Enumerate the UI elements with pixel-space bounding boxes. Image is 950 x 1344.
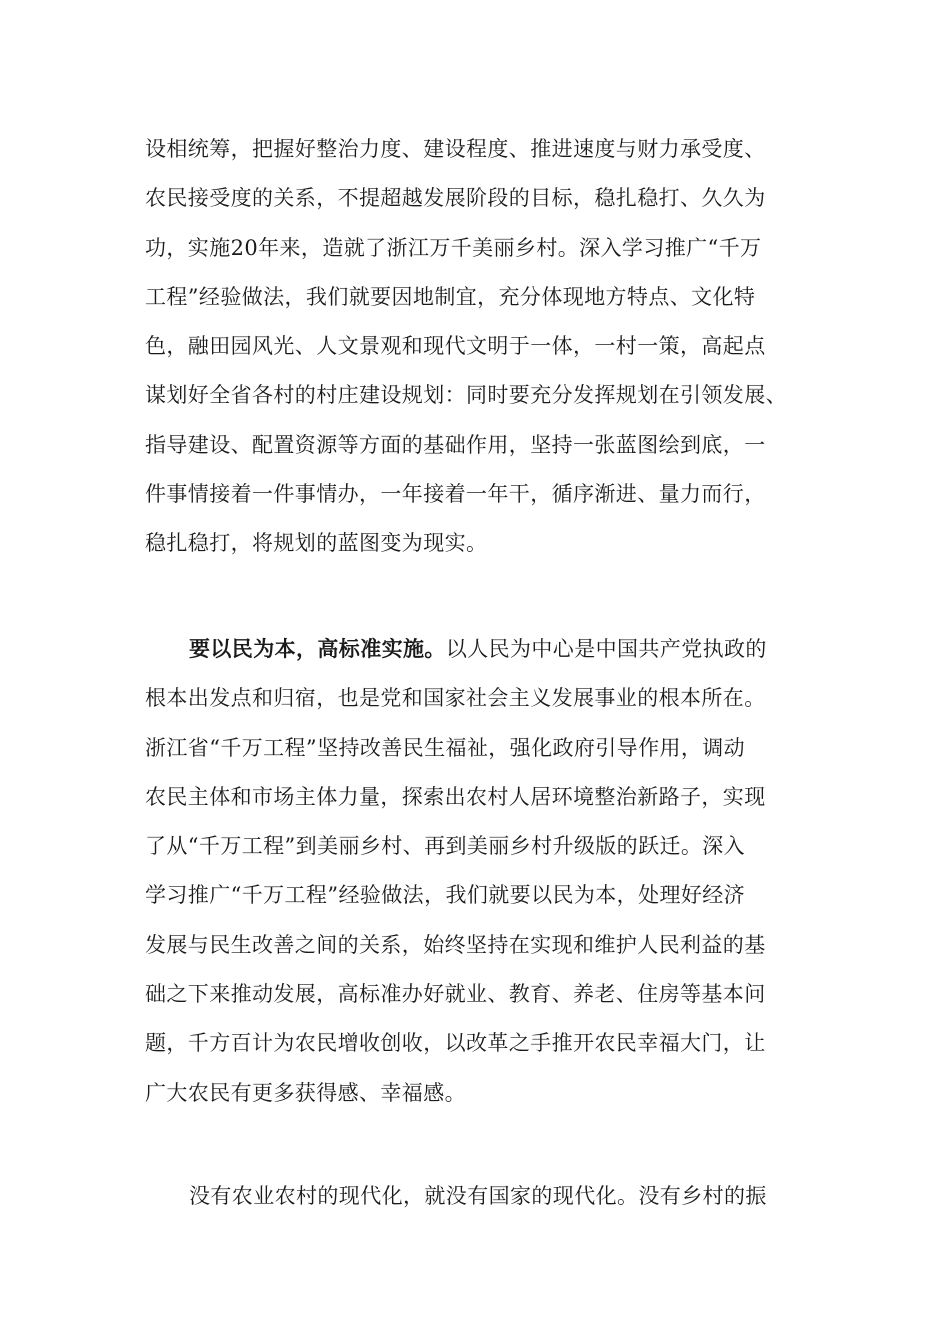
text-line: 根本出发点和归宿，也是党和国家社会主义发展事业的根本所在。 (145, 686, 766, 711)
paragraph-modernization (145, 1172, 810, 1221)
text-line: 了从“千万工程”到美丽乡村、再到美丽乡村升级版的跃迁。深入 (145, 834, 746, 859)
paragraph-people-first (145, 625, 810, 1118)
paragraph-planning (145, 125, 810, 569)
text-line: 题，千方百计为农民增收创收，以改革之手推开农民幸福大门，让 (145, 1031, 766, 1056)
text-line: 浙江省“千万工程”坚持改善民生福祉，强化政府引导作用，调动 (145, 735, 746, 760)
text-line: 发展与民生改善之间的关系，始终坚持在实现和维护人民利益的基 (145, 932, 766, 957)
section-heading: 要以民为本，高标准实施。 (189, 637, 446, 661)
text-line: 础之下来推动发展，高标准办好就业、教育、养老、住房等基本问 (145, 982, 766, 1007)
text-line: 色，融田园风光、人文景观和现代文明于一体，一村一策，高起点 (145, 334, 766, 359)
text-line: 功，实施20年来，造就了浙江万千美丽乡村。深入学习推广“千万 (145, 235, 762, 260)
text-line: 工程”经验做法，我们就要因地制宜，充分体现地方特点、文化特 (145, 284, 756, 309)
text-line: 广大农民有更多获得感、幸福感。 (145, 1080, 466, 1105)
text-line: 学习推广“千万工程”经验做法，我们就要以民为本，处理好经济 (145, 883, 746, 908)
heading-continuation: 以人民为中心是中国共产党执政的 (445, 637, 767, 661)
text-line: 设相统筹，把握好整治力度、建设程度、推进速度与财力承受度、 (145, 137, 766, 161)
text-line: 农民主体和市场主体力量，探索出农村人居环境整治新路子，实现 (145, 784, 766, 809)
text-line: 农民接受度的关系，不提超越发展阶段的目标，稳扎稳打、久久为 (145, 186, 766, 211)
text-line: 稳扎稳打，将规划的蓝图变为现实。 (145, 531, 488, 556)
text-line: 件事情接着一件事情办，一年接着一年干，循序渐进、量力而行， (145, 482, 766, 507)
text-line: 没有农业农村的现代化，就没有国家的现代化。没有乡村的振 (189, 1184, 767, 1208)
text-line: 谋划好全省各村的村庄建设规划：同时要充分发挥规划在引领发展、 (145, 383, 787, 408)
text-line-first (145, 625, 810, 674)
text-line: 指导建设、配置资源等方面的基础作用，坚持一张蓝图绘到底，一 (145, 432, 766, 457)
